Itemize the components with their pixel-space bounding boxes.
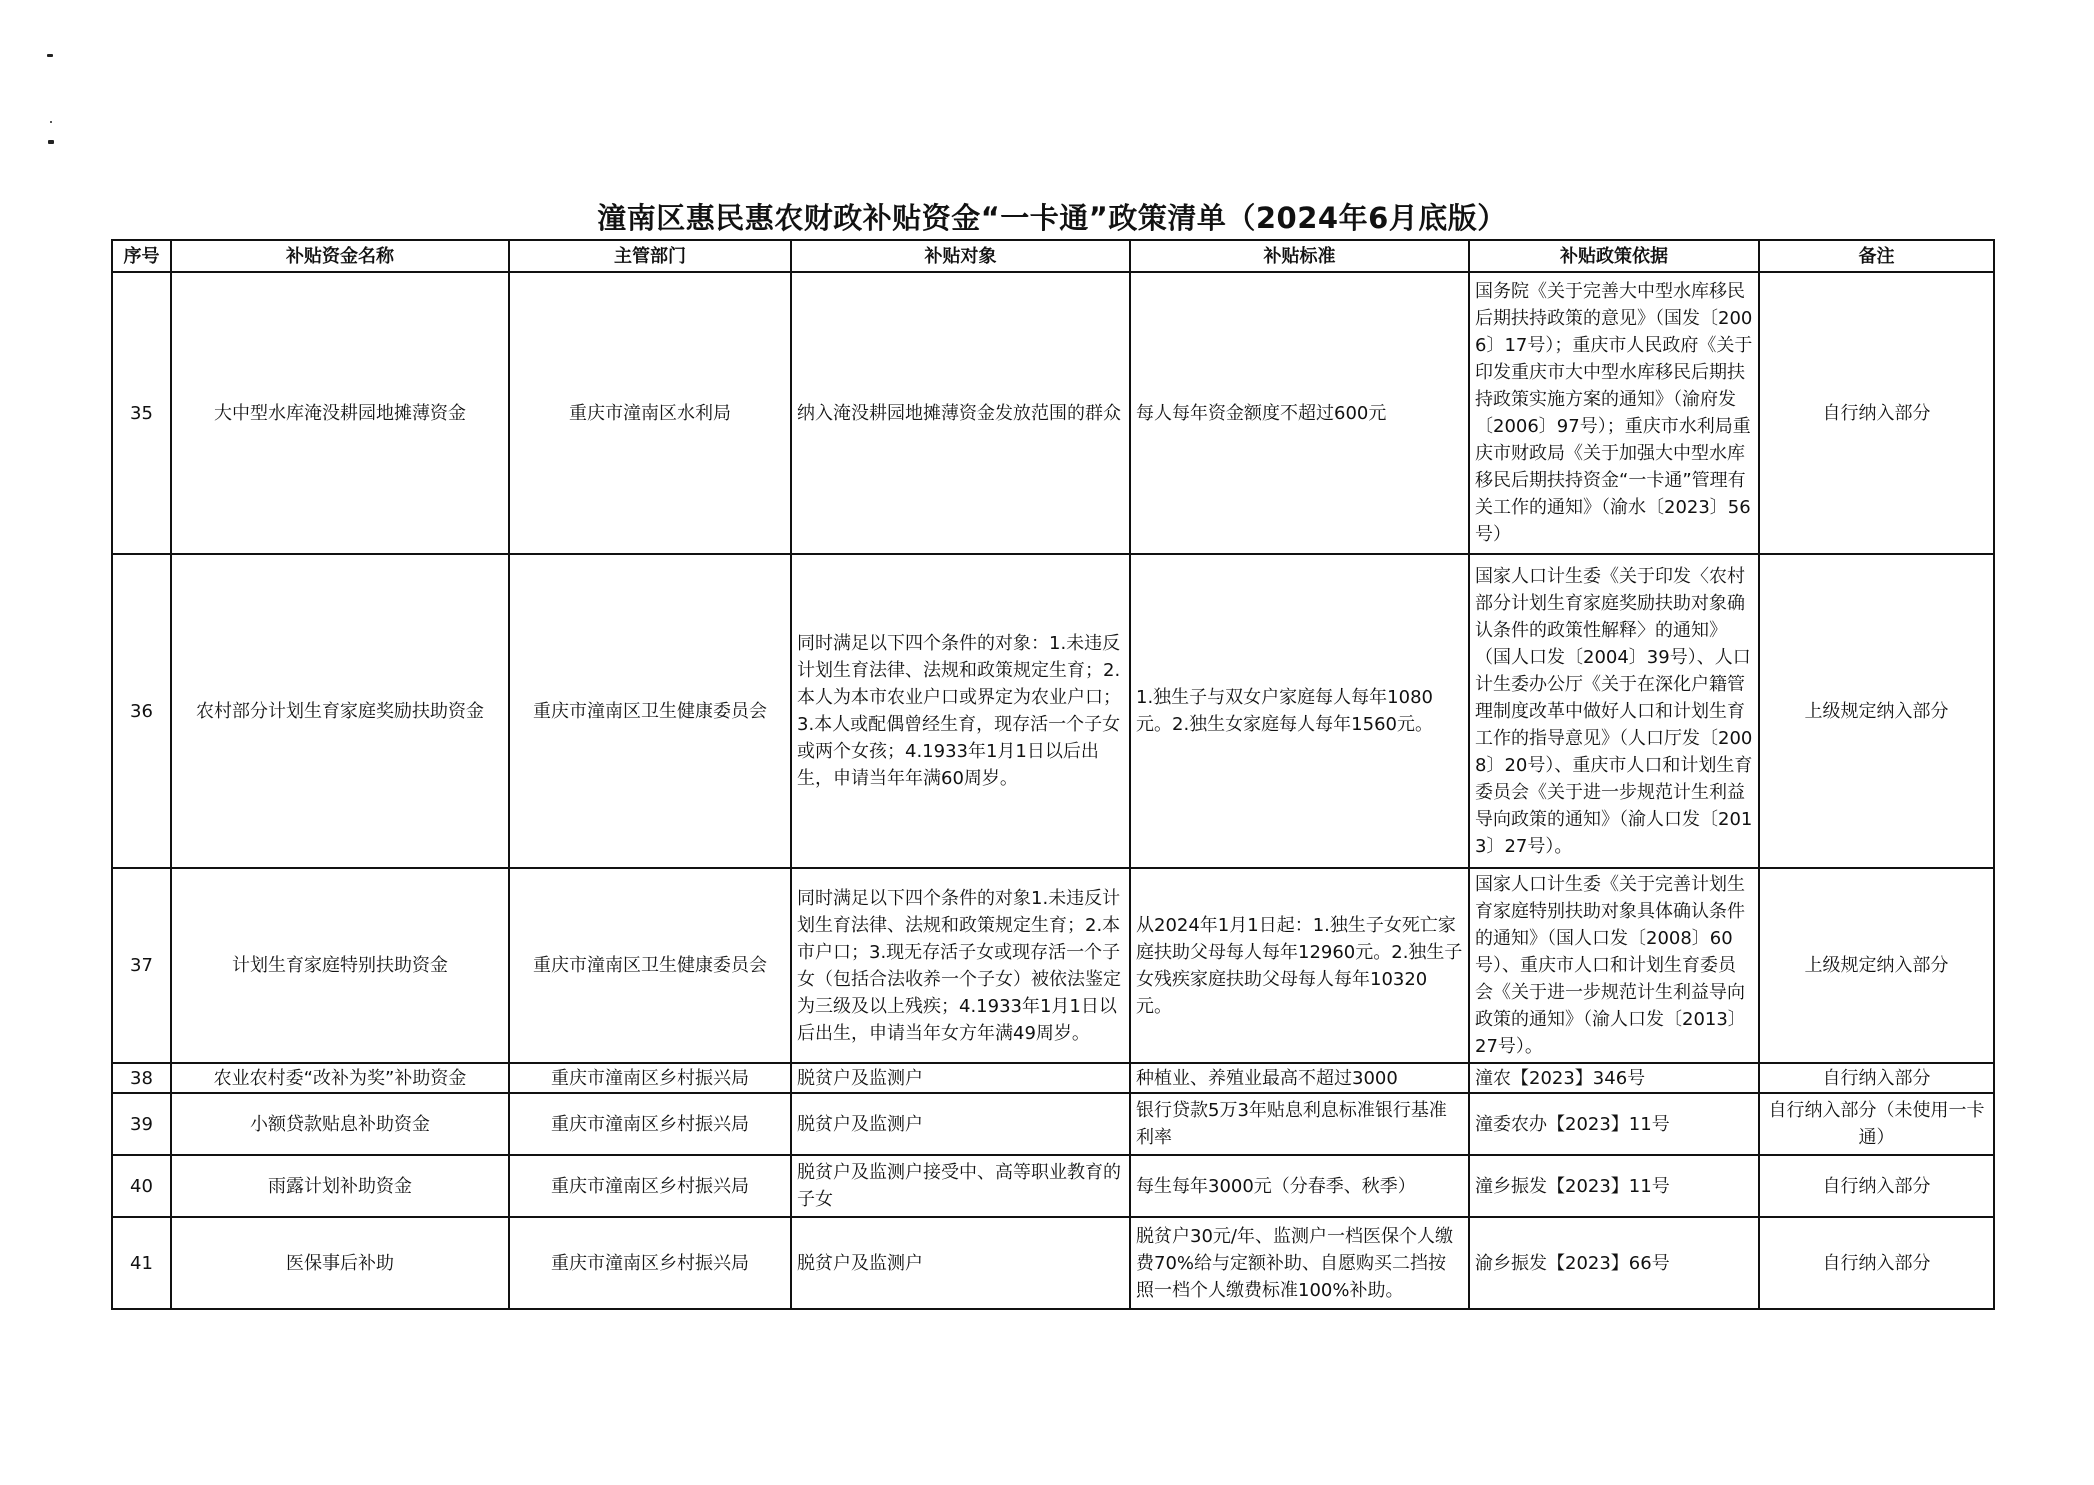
header-no: 序号 — [112, 240, 171, 272]
cell-basis: 潼乡振发【2023】11号 — [1469, 1155, 1759, 1217]
cell-standard: 每生每年3000元（分春季、秋季） — [1130, 1155, 1469, 1217]
cell-standard: 银行贷款5万3年贴息利息标准银行基准利率 — [1130, 1093, 1469, 1155]
cell-no: 38 — [112, 1063, 171, 1093]
document-title: 潼南区惠民惠农财政补贴资金“一卡通”政策清单（2024年6月底版） — [597, 201, 1507, 235]
cell-name: 小额贷款贴息补助资金 — [171, 1093, 509, 1155]
cell-no: 36 — [112, 554, 171, 868]
cell-name: 计划生育家庭特别扶助资金 — [171, 868, 509, 1063]
table-row — [112, 868, 1994, 1063]
cell-note: 自行纳入部分 — [1759, 1217, 1994, 1309]
cell-standard: 从2024年1月1日起：1.独生子女死亡家庭扶助父母每人每年12960元。2.独生子女残疾家庭扶助父母每人每年10320元。 — [1130, 868, 1469, 1063]
cell-basis: 国家人口计生委《关于完善计划生育家庭特别扶助对象具体确认条件的通知》（国人口发〔2008〕60号）、重庆市人口和计划生育委员会《关于进一步规范计生利益导向政策的通知》（渝人口发〔2013〕27号）。 — [1469, 868, 1759, 1063]
cell-basis: 潼农【2023】346号 — [1469, 1063, 1759, 1093]
cell-dept: 重庆市潼南区乡村振兴局 — [509, 1217, 791, 1309]
policy-table — [111, 239, 1995, 1310]
cell-standard: 脱贫户30元/年、监测户一档医保个人缴费70%给与定额补助、自愿购买二挡按照一档个人缴费标准100%补助。 — [1130, 1217, 1469, 1309]
table-row — [112, 1063, 1994, 1093]
cell-standard: 1.独生子与双女户家庭每人每年1080元。2.独生女家庭每人每年1560元。 — [1130, 554, 1469, 868]
cell-no: 35 — [112, 272, 171, 554]
cell-dept: 重庆市潼南区乡村振兴局 — [509, 1093, 791, 1155]
cell-target: 脱贫户及监测户接受中、高等职业教育的子女 — [791, 1155, 1130, 1217]
cell-note: 自行纳入部分 — [1759, 1063, 1994, 1093]
cell-dept: 重庆市潼南区卫生健康委员会 — [509, 868, 791, 1063]
header-note: 备注 — [1759, 240, 1994, 272]
table-row — [112, 1155, 1994, 1217]
table-row — [112, 1217, 1994, 1309]
cell-name: 大中型水库淹没耕园地摊薄资金 — [171, 272, 509, 554]
cell-note: 自行纳入部分 — [1759, 1155, 1994, 1217]
cell-no: 41 — [112, 1217, 171, 1309]
header-standard: 补贴标准 — [1130, 240, 1469, 272]
header-target: 补贴对象 — [791, 240, 1130, 272]
cell-name: 农业农村委“改补为奖”补助资金 — [171, 1063, 509, 1093]
cell-dept: 重庆市潼南区乡村振兴局 — [509, 1155, 791, 1217]
cell-dept: 重庆市潼南区乡村振兴局 — [509, 1063, 791, 1093]
cell-target: 同时满足以下四个条件的对象：1.未违反计划生育法律、法规和政策规定生育；2.本人为本市农业户口或界定为农业户口；3.本人或配偶曾经生育，现存活一个子女或两个女孩；4.1933年1月1日以后出生，申请当年年满60周岁。 — [791, 554, 1130, 868]
table-row — [112, 272, 1994, 554]
cell-basis: 渝乡振发【2023】66号 — [1469, 1217, 1759, 1309]
cell-dept: 重庆市潼南区卫生健康委员会 — [509, 554, 791, 868]
cell-note: 自行纳入部分（未使用一卡通） — [1759, 1093, 1994, 1155]
cell-target: 同时满足以下四个条件的对象1.未违反计划生育法律、法规和政策规定生育；2.本市户口；3.现无存活子女或现存活一个子女（包括合法收养一个子女）被依法鉴定为三级及以上残疾；4.1933年1月1日以后出生，申请当年女方年满49周岁。 — [791, 868, 1130, 1063]
cell-basis: 国务院《关于完善大中型水库移民后期扶持政策的意见》（国发〔2006〕17号）；重庆市人民政府《关于印发重庆市大中型水库移民后期扶持政策实施方案的通知》（渝府发〔2006〕97号）；重庆市水利局重庆市财政局《关于加强大中型水库移民后期扶持资金“一卡通”管理有关工作的通知》（渝水〔2023〕56号） — [1469, 272, 1759, 554]
table-row — [112, 554, 1994, 868]
cell-standard: 种植业、养殖业最高不超过3000 — [1130, 1063, 1469, 1093]
header-name: 补贴资金名称 — [171, 240, 509, 272]
cell-note: 上级规定纳入部分 — [1759, 868, 1994, 1063]
cell-name: 医保事后补助 — [171, 1217, 509, 1309]
cell-standard: 每人每年资金额度不超过600元 — [1130, 272, 1469, 554]
header-dept: 主管部门 — [509, 240, 791, 272]
cell-no: 39 — [112, 1093, 171, 1155]
cell-dept: 重庆市潼南区水利局 — [509, 272, 791, 554]
table-row — [112, 1093, 1994, 1155]
scan-speck — [48, 140, 54, 144]
cell-no: 37 — [112, 868, 171, 1063]
cell-name: 雨露计划补助资金 — [171, 1155, 509, 1217]
cell-note: 自行纳入部分 — [1759, 272, 1994, 554]
scan-speck — [47, 54, 53, 57]
cell-name: 农村部分计划生育家庭奖励扶助资金 — [171, 554, 509, 868]
table-header-row — [112, 240, 1994, 272]
scan-speck — [50, 121, 52, 123]
cell-basis: 国家人口计生委《关于印发〈农村部分计划生育家庭奖励扶助对象确认条件的政策性解释〉的通知》（国人口发〔2004〕39号）、人口计生委办公厅《关于在深化户籍管理制度改革中做好人口和计划生育工作的指导意见》（人口厅发〔2008〕20号）、重庆市人口和计划生育委员会《关于进一步规范计生利益导向政策的通知》（渝人口发〔2013〕27号）。 — [1469, 554, 1759, 868]
cell-target: 脱贫户及监测户 — [791, 1217, 1130, 1309]
cell-target: 脱贫户及监测户 — [791, 1093, 1130, 1155]
cell-target: 纳入淹没耕园地摊薄资金发放范围的群众 — [791, 272, 1130, 554]
cell-no: 40 — [112, 1155, 171, 1217]
cell-basis: 潼委农办【2023】11号 — [1469, 1093, 1759, 1155]
header-basis: 补贴政策依据 — [1469, 240, 1759, 272]
cell-note: 上级规定纳入部分 — [1759, 554, 1994, 868]
cell-target: 脱贫户及监测户 — [791, 1063, 1130, 1093]
